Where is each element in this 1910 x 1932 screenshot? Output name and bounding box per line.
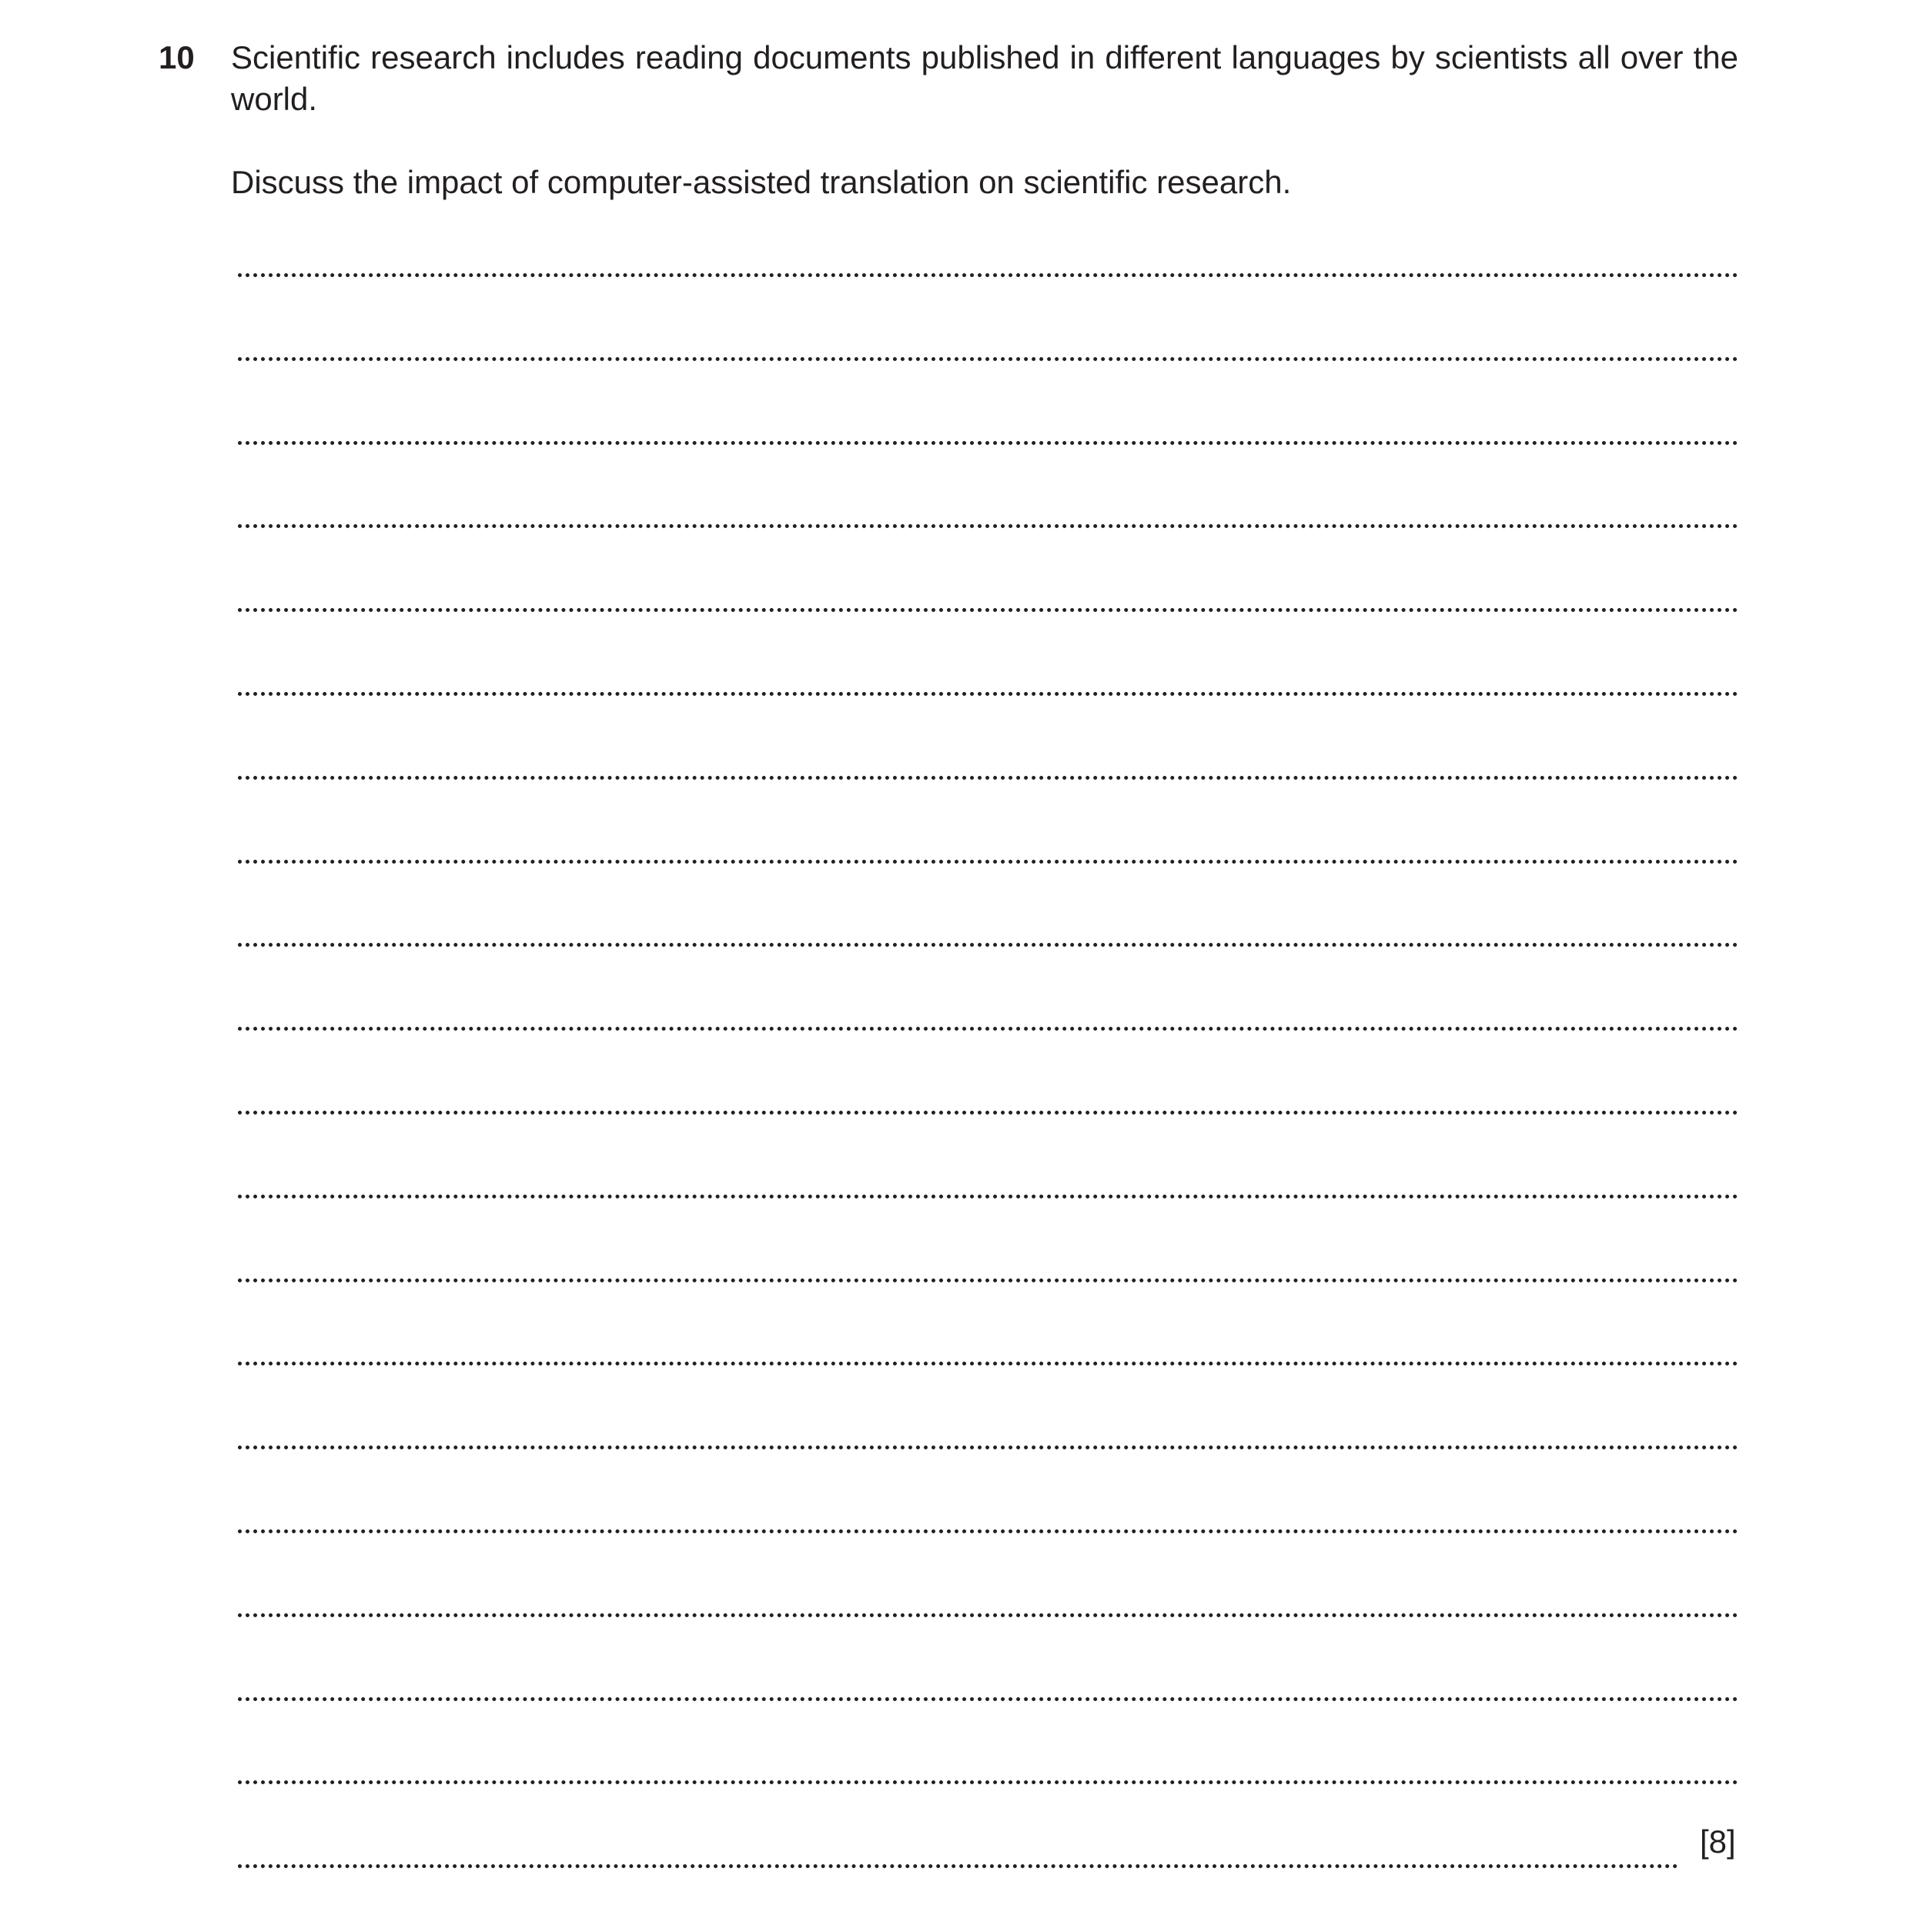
answer-line[interactable]: [238, 1195, 1738, 1198]
answer-line[interactable]: [238, 692, 1738, 696]
answer-line[interactable]: [238, 1111, 1738, 1115]
answer-line[interactable]: [238, 1446, 1738, 1449]
answer-line[interactable]: [238, 273, 1738, 277]
answer-line[interactable]: [238, 441, 1738, 445]
answer-line[interactable]: [238, 524, 1738, 528]
question-number: 10: [159, 39, 195, 75]
question-instruction: Discuss the impact of computer-assisted translation on scientific research.: [231, 164, 1292, 200]
answer-line[interactable]: [238, 1613, 1738, 1617]
answer-line[interactable]: [238, 943, 1738, 947]
answer-line[interactable]: [238, 860, 1738, 864]
question-stem: Scientific research includes reading documents published in different languages by scientists all over the world.: [231, 39, 1738, 117]
answer-line[interactable]: [238, 608, 1738, 612]
answer-line[interactable]: [238, 1529, 1738, 1533]
marks-allocation: [8]: [1700, 1823, 1736, 1860]
answer-line[interactable]: [238, 1027, 1738, 1031]
answer-line[interactable]: [238, 1279, 1738, 1282]
answer-line[interactable]: [238, 1780, 1738, 1784]
answer-line[interactable]: [238, 357, 1738, 361]
answer-line[interactable]: [238, 776, 1738, 780]
answer-line[interactable]: [238, 1697, 1738, 1701]
answer-line[interactable]: [238, 1864, 1678, 1868]
answer-line[interactable]: [238, 1362, 1738, 1365]
